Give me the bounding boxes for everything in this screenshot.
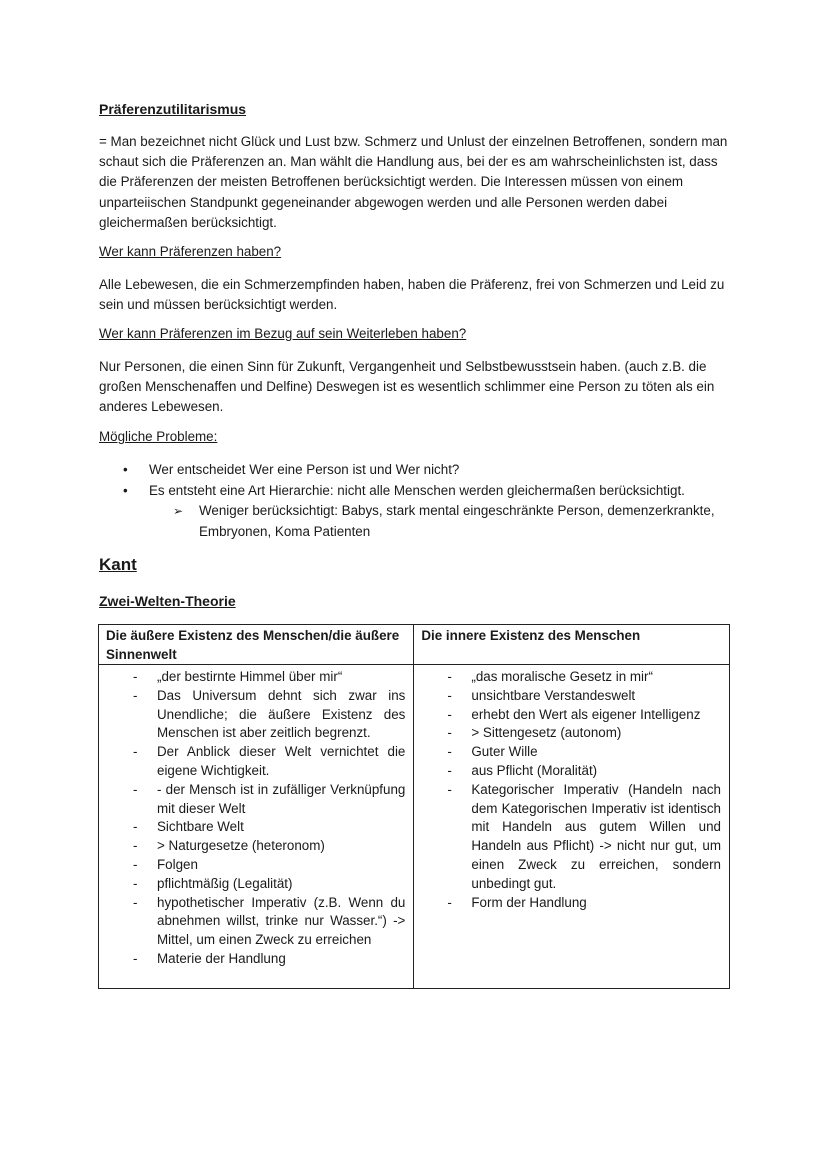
dash-bullet-icon: - — [447, 687, 452, 703]
list-item: - aus Pflicht (Moralität) — [414, 762, 721, 781]
dash-bullet-icon: - — [133, 838, 138, 854]
sub-list-item: ➢ Weniger berücksichtigt: Babys, stark mental eingeschränkte Person, demenzerkrankte, Embryonen, Koma Patienten — [173, 503, 715, 539]
list-item: - Materie der Handlung — [99, 950, 405, 969]
answer-who-can-have-preferences: Alle Lebewesen, die ein Schmerzempfinden haben, haben die Präferenz, frei von Schmerzen und Leid zu sein und müssen berücksichtigt werden. — [99, 277, 725, 313]
arrow-bullet-icon: ➢ — [173, 504, 184, 518]
list-item: - Guter Wille — [414, 743, 721, 762]
table-cell-inner — [414, 665, 730, 989]
list-item: - pflichtmäßig (Legalität) — [99, 875, 405, 894]
list-item: - erhebt den Wert als eigener Intelligenz — [414, 706, 721, 725]
dash-bullet-icon: - — [447, 669, 452, 684]
list-item: - „der bestirnte Himmel über mir“ — [99, 668, 405, 687]
table-cell-outer — [99, 665, 414, 989]
dash-bullet-icon: - — [447, 762, 452, 778]
comparison-table — [98, 624, 730, 989]
dash-bullet-icon: - — [133, 819, 138, 835]
dash-bullet-icon: - — [447, 894, 452, 910]
list-item: - > Naturgesetze (heteronom) — [99, 837, 405, 856]
intro-paragraph: = Man bezeichnet nicht Glück und Lust bzw. Schmerz und Unlust der einzelnen Betroffenen, sondern man schaut sich die Präferenzen an. Man wählt die Handlung aus, bei der es am wahrscheinlichsten ist, dass die Präferenzen der meisten Betroffenen berücksichtigt werden. Die Interessen müssen von einem unparteiischen Standpunkt gegeneinander abgewogen werden und alle Personen werden dabei gleichermaßen berücksichtigt. — [99, 134, 728, 230]
problems-list — [99, 460, 739, 542]
outer-existence-list — [99, 665, 413, 988]
section-title-praeferenzutilitarismus: Präferenzutilitarismus — [99, 101, 247, 117]
bullet-icon: • — [123, 462, 128, 477]
answer-preferences-survival: Nur Personen, die einen Sinn für Zukunft, Vergangenheit und Selbstbewusstsein haben. (auch z.B. die großen Menschenaffen und Delfine) Deswegen ist es wesentlich schlimmer eine Person zu töten als ein anderes Lebewesen. — [99, 359, 715, 415]
list-item: - Das Universum dehnt sich zwar ins Unendliche; die äußere Existenz des Menschen ist aber zeitlich begrenzt. — [133, 687, 406, 741]
dash-bullet-icon: - — [133, 875, 138, 891]
list-item: - Folgen — [99, 856, 405, 875]
section-title-kant: Kant — [99, 555, 137, 574]
dash-bullet-icon: - — [133, 687, 138, 703]
question-preferences-survival: Wer kann Präferenzen im Bezug auf sein Weiterleben haben? — [99, 326, 467, 341]
list-item: • Es entsteht eine Art Hierarchie: nicht alle Menschen werden gleichermaßen berücksichtigt. — [99, 481, 739, 502]
list-item: - Der Anblick dieser Welt vernichtet die eigene Wichtigkeit. — [133, 744, 406, 778]
dash-bullet-icon: - — [447, 725, 452, 741]
list-item: - Sichtbare Welt — [99, 818, 405, 837]
dash-bullet-icon: - — [133, 950, 138, 966]
dash-bullet-icon: - — [133, 744, 138, 760]
bullet-icon: • — [123, 482, 128, 498]
question-who-can-have-preferences: Wer kann Präferenzen haben? — [99, 244, 282, 259]
list-item: - Kategorischer Imperativ (Handeln nach dem Kategorischen Imperativ ist identisch mit Handeln aus gutem Willen und Handeln aus Pflicht) -> nicht nur gut, um einen Zweck zu erreichen, sondern unbedingt gut. — [447, 781, 721, 891]
dash-bullet-icon: - — [447, 781, 452, 797]
list-item: - hypothetischer Imperativ (z.B. Wenn du abnehmen willst, trinke nur Wasser.“) -> Mittel, um einen Zweck zu erreichen — [133, 894, 406, 948]
table-header-row — [99, 625, 730, 665]
list-item: - > Sittengesetz (autonom) — [414, 724, 721, 743]
dash-bullet-icon: - — [133, 856, 138, 872]
list-item: - Form der Handlung — [414, 894, 721, 913]
inner-existence-list — [414, 665, 729, 931]
dash-bullet-icon: - — [447, 744, 452, 760]
problems-heading: Mögliche Probleme: — [99, 429, 218, 444]
dash-bullet-icon: - — [133, 894, 138, 910]
dash-bullet-icon: - — [133, 669, 138, 684]
list-item: - unsichtbare Verstandeswelt — [414, 687, 721, 706]
table-row — [99, 665, 730, 989]
dash-bullet-icon: - — [447, 706, 452, 722]
list-item: • Wer entscheidet Wer eine Person ist und Wer nicht? — [99, 460, 739, 481]
list-item: - „das moralische Gesetz in mir“ — [414, 668, 721, 687]
table-header-inner: Die innere Existenz des Menschen — [414, 625, 730, 665]
dash-bullet-icon: - — [133, 781, 138, 797]
subtitle-zwei-welten-theorie: Zwei-Welten-Theorie — [99, 593, 236, 609]
table-header-outer: Die äußere Existenz des Menschen/die äußere Sinnenwelt — [99, 625, 414, 665]
list-item: - - der Mensch ist in zufälliger Verknüpfung mit dieser Welt — [133, 781, 406, 816]
